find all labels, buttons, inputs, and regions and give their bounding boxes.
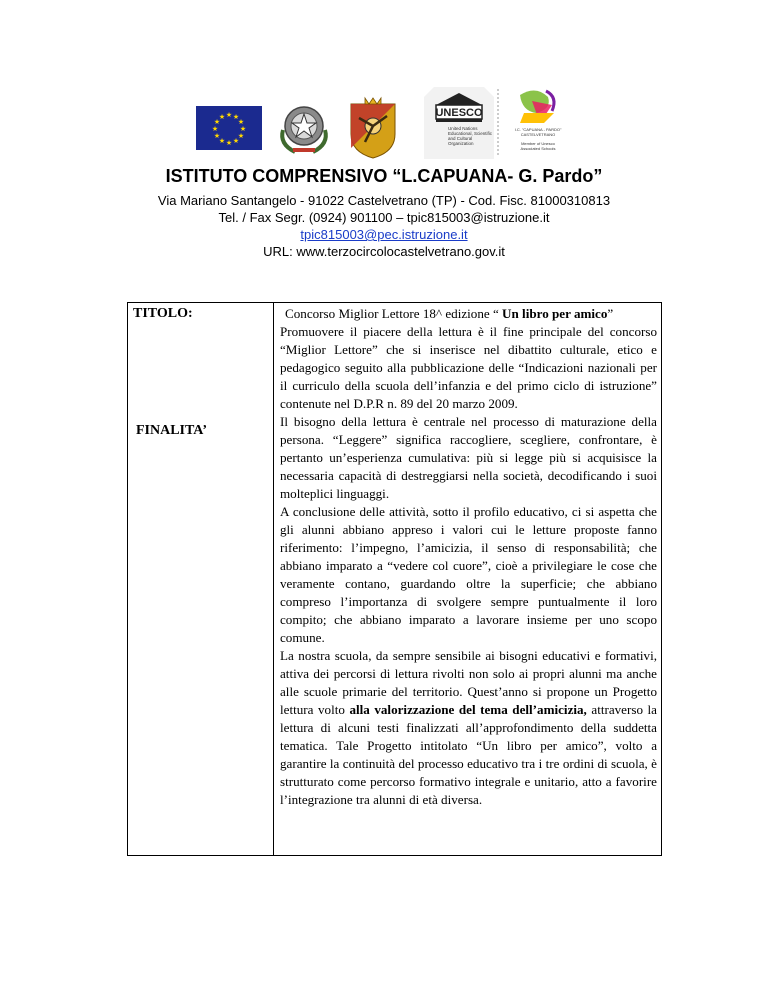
svg-text:★: ★ (225, 111, 233, 119)
project-table (127, 302, 662, 856)
school-logo-text: Member of Unesco (521, 141, 555, 146)
school-address: Via Mariano Santangelo - 91022 Castelvetrano (TP) - Cod. Fisc. 81000310813 (157, 193, 611, 208)
school-name: ISTITUTO COMPRENSIVO “L.CAPUANA- G. Pardo” (165, 166, 603, 186)
svg-text:★: ★ (237, 132, 245, 140)
paragraph-text: attraverso la lettura di alcuni testi finalizzati all’approfondimento della suddetta tematica. Tale Progetto intitolato “Un libro per amico”, volto a garantire la continuità del processo educativo tra i tre ordini di scuola, è strutturato come percorso formativo integrale e unitario, atto a favorire l’integrazione tra alunni di età diversa. (280, 702, 657, 807)
paragraph-reading-need: Il bisogno della lettura è centrale nel processo di maturazione della persona. “Leggere” significa raccogliere, scegliere, confrontare, è pertanto un’esperienza cumulativa: più si legge più si acquisisce la necessaria capacità di destreggiarsi nella società, decodificando i suoi molteplici linguaggi. (280, 414, 657, 501)
svg-text:★: ★ (225, 139, 233, 147)
svg-text:★: ★ (239, 125, 247, 133)
italian-republic-emblem (275, 100, 333, 156)
svg-text:★: ★ (237, 118, 245, 126)
school-phone-email: Tel. / Fax Segr. (0924) 901100 – tpic815003@istruzione.it (218, 210, 550, 225)
paragraph-purpose: Promuovere il piacere della lettura è il fine principale del concorso “Miglior Lettore” che si inserisce nel dibattito culturale, etico e pedagogico seguito alla pubblicazione delle “Indicazioni nazionali per il curriculo della scuola dell’infanzia e del primo ciclo di istruzione” contenute nel D.P.R n. 89 del 20 marzo 2009. (280, 324, 657, 411)
unesco-school-logo (424, 83, 574, 159)
unesco-text-line: Organization (448, 141, 474, 146)
project-title-suffix: ” (607, 306, 614, 321)
svg-text:★: ★ (232, 137, 240, 145)
school-logo-text: CASTELVETRANO (520, 132, 556, 137)
svg-text:★: ★ (211, 125, 219, 133)
unesco-text-line: and Cultural (448, 136, 473, 141)
letterhead (0, 166, 768, 260)
paragraph-emphasis: alla valorizzazione del tema dell’amicizia, (349, 702, 587, 717)
svg-text:★: ★ (232, 113, 240, 121)
eu-flag-logo (196, 106, 262, 150)
project-title (280, 305, 657, 323)
school-logo-text: I.C. "CAPUANA - PARDO" (514, 127, 562, 132)
project-title-prefix: Concorso Miglior Lettore 18^ edizione “ (285, 306, 503, 321)
paragraph-text: La nostra scuola, da sempre sensibile ai bisogni educativi e formativi, attiva dei percorsi di lettura rivolti non solo ai propri alunni ma anche alle scuole primarie del territorio. Quest’anno si propone un Progetto lettura volto (280, 648, 657, 717)
svg-text:★: ★ (213, 118, 221, 126)
school-url: URL: www.terzocircolocastelvetrano.gov.it (263, 244, 505, 259)
logo-strip (0, 80, 768, 160)
unesco-wordmark: UNESCO (435, 107, 483, 119)
project-title-name: Un libro per amico (502, 306, 608, 321)
svg-text:★: ★ (213, 132, 221, 140)
unesco-text-line: United Nations (448, 126, 478, 131)
pec-email-link[interactable]: tpic815003@pec.istruzione.it (300, 227, 468, 242)
paragraph-expected-outcomes: A conclusione delle attività, sotto il profilo educativo, ci si aspetta che gli alunni abbiano appreso i valori cui le letture proposte fanno riferimento: l’impegno, l’amicizia, il senso di responsabilità; che abbiano imparato a “vedere col cuore”, cioè a privilegiare le cose che veramente contano, guardando oltre la superficie; che abbiano compreso l’importanza di svolgere sempre puntualmente il loro compito; che abbiano imparato a lavorare insieme per uno scopo comune. (280, 504, 657, 645)
paragraph-school-project (280, 647, 657, 809)
school-logo-text: Associated Schools (520, 146, 556, 151)
unesco-text-line: Educational, Scientific (448, 131, 493, 136)
titolo-label: TITOLO: (133, 306, 193, 321)
column-divider (273, 303, 274, 855)
svg-text:★: ★ (218, 137, 226, 145)
svg-text:★: ★ (218, 113, 226, 121)
project-description (280, 305, 657, 809)
finalita-label: FINALITA’ (136, 423, 208, 438)
sicily-region-emblem (343, 96, 403, 160)
